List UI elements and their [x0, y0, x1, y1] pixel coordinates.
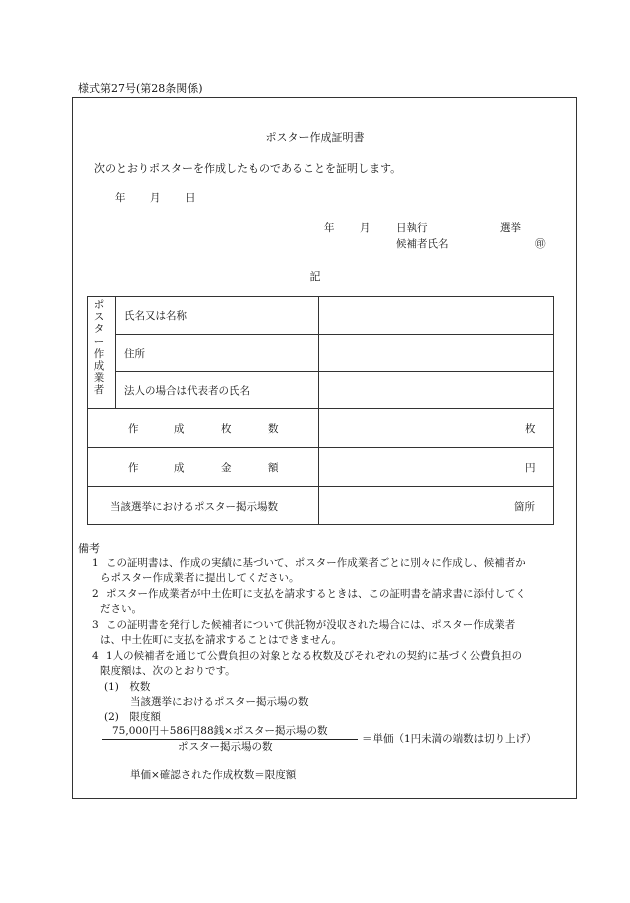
places-unit: 箇所	[514, 501, 535, 513]
date-day-label: 日	[185, 192, 196, 204]
note-number: 1	[92, 557, 99, 569]
note-1-line-1: この証明書は、作成の実績に基づいて、ポスター作成業者ごとに別々に作成し、候補者か	[106, 557, 526, 569]
seal-mark: ㊞	[535, 238, 546, 250]
note-1-line-2: らポスター作成業者に提出してください。	[100, 572, 300, 584]
table-hline-1	[115, 334, 554, 335]
candidate-name-label: 候補者氏名	[396, 238, 449, 250]
note-4-line-1: 1人の候補者を通じて公費負担の対象となる枚数及びそれぞれの契約に基づく公費負担の	[106, 650, 523, 662]
amount-label-char: 金	[221, 462, 232, 474]
election-year-label: 年	[324, 222, 335, 234]
vertical-char: 作	[93, 347, 105, 360]
notes-heading: 備考	[78, 542, 100, 555]
details-table	[87, 296, 554, 525]
row-representative-label: 法人の場合は代表者の氏名	[124, 385, 250, 397]
vertical-char: 業	[93, 372, 105, 385]
election-label: 選挙	[500, 222, 521, 234]
amount-label-char: 作	[128, 462, 139, 474]
vertical-char: ポ	[93, 299, 105, 311]
certification-statement: 次のとおりポスターを作成したものであることを証明します。	[94, 162, 402, 175]
form-number: 様式第27号(第28条関係)	[78, 82, 203, 95]
vertical-label-poster-maker	[92, 299, 106, 397]
count-unit: 枚	[525, 423, 536, 435]
table-hline-3	[87, 408, 554, 409]
vertical-char: ス	[93, 311, 105, 324]
table-vline-mid	[318, 296, 319, 525]
vertical-char: ー	[93, 335, 105, 348]
table-hline-5	[87, 486, 554, 487]
note-4-line-2: 限度額は、次のとおりです。	[100, 665, 236, 677]
row-name-label: 氏名又は名称	[124, 310, 187, 322]
vertical-char: 成	[93, 360, 105, 373]
date-month-label: 月	[150, 192, 161, 204]
note-2-line-2: ださい。	[100, 603, 142, 615]
amount-unit: 円	[525, 462, 536, 474]
note-number: 3	[92, 619, 99, 631]
note-number: 4	[92, 650, 99, 662]
formula-final: 単価×確認された作成枚数＝限度額	[130, 769, 297, 781]
vertical-char: 者	[93, 384, 105, 397]
formula-denominator: ポスター掲示場の数	[178, 741, 273, 753]
vertical-char: タ	[93, 323, 105, 336]
table-hline-4	[87, 447, 554, 448]
note-2-line-1: ポスター作成業者が中土佐町に支払を請求するときは、この証明書を請求書に添付してく	[106, 588, 526, 600]
amount-label-char: 成	[174, 462, 185, 474]
election-executed-label: 日執行	[396, 222, 428, 234]
sub-item-count-text: 当該選挙におけるポスター掲示場の数	[130, 696, 309, 708]
count-label-char: 成	[174, 423, 185, 435]
places-label: 当該選挙におけるポスター掲示場数	[110, 501, 278, 513]
table-hline-2	[115, 371, 554, 372]
sub-item-limit-label: (2) 限度額	[104, 711, 161, 723]
note-number: 2	[92, 588, 99, 600]
amount-label-char: 額	[268, 462, 279, 474]
ki-heading: 記	[309, 270, 321, 283]
table-vline-left	[115, 296, 116, 408]
count-label-char: 作	[128, 423, 139, 435]
count-label-char: 数	[268, 423, 279, 435]
count-label-char: 枚	[221, 423, 232, 435]
formula-numerator: 75,000円＋586円88銭×ポスター掲示場の数	[112, 725, 328, 737]
election-month-label: 月	[360, 222, 371, 234]
page-title: ポスター作成証明書	[265, 131, 365, 144]
row-address-label: 住所	[124, 348, 145, 360]
date-year-label: 年	[115, 192, 126, 204]
note-3-line-1: この証明書を発行した候補者について供託物が没収された場合には、ポスター作成業者	[106, 619, 516, 631]
sub-item-count-label: (1) 枚数	[104, 681, 151, 693]
note-3-line-2: は、中土佐町に支払を請求することはできません。	[100, 634, 343, 646]
formula-result: ＝単価（1円未満の端数は切り上げ）	[362, 733, 537, 745]
